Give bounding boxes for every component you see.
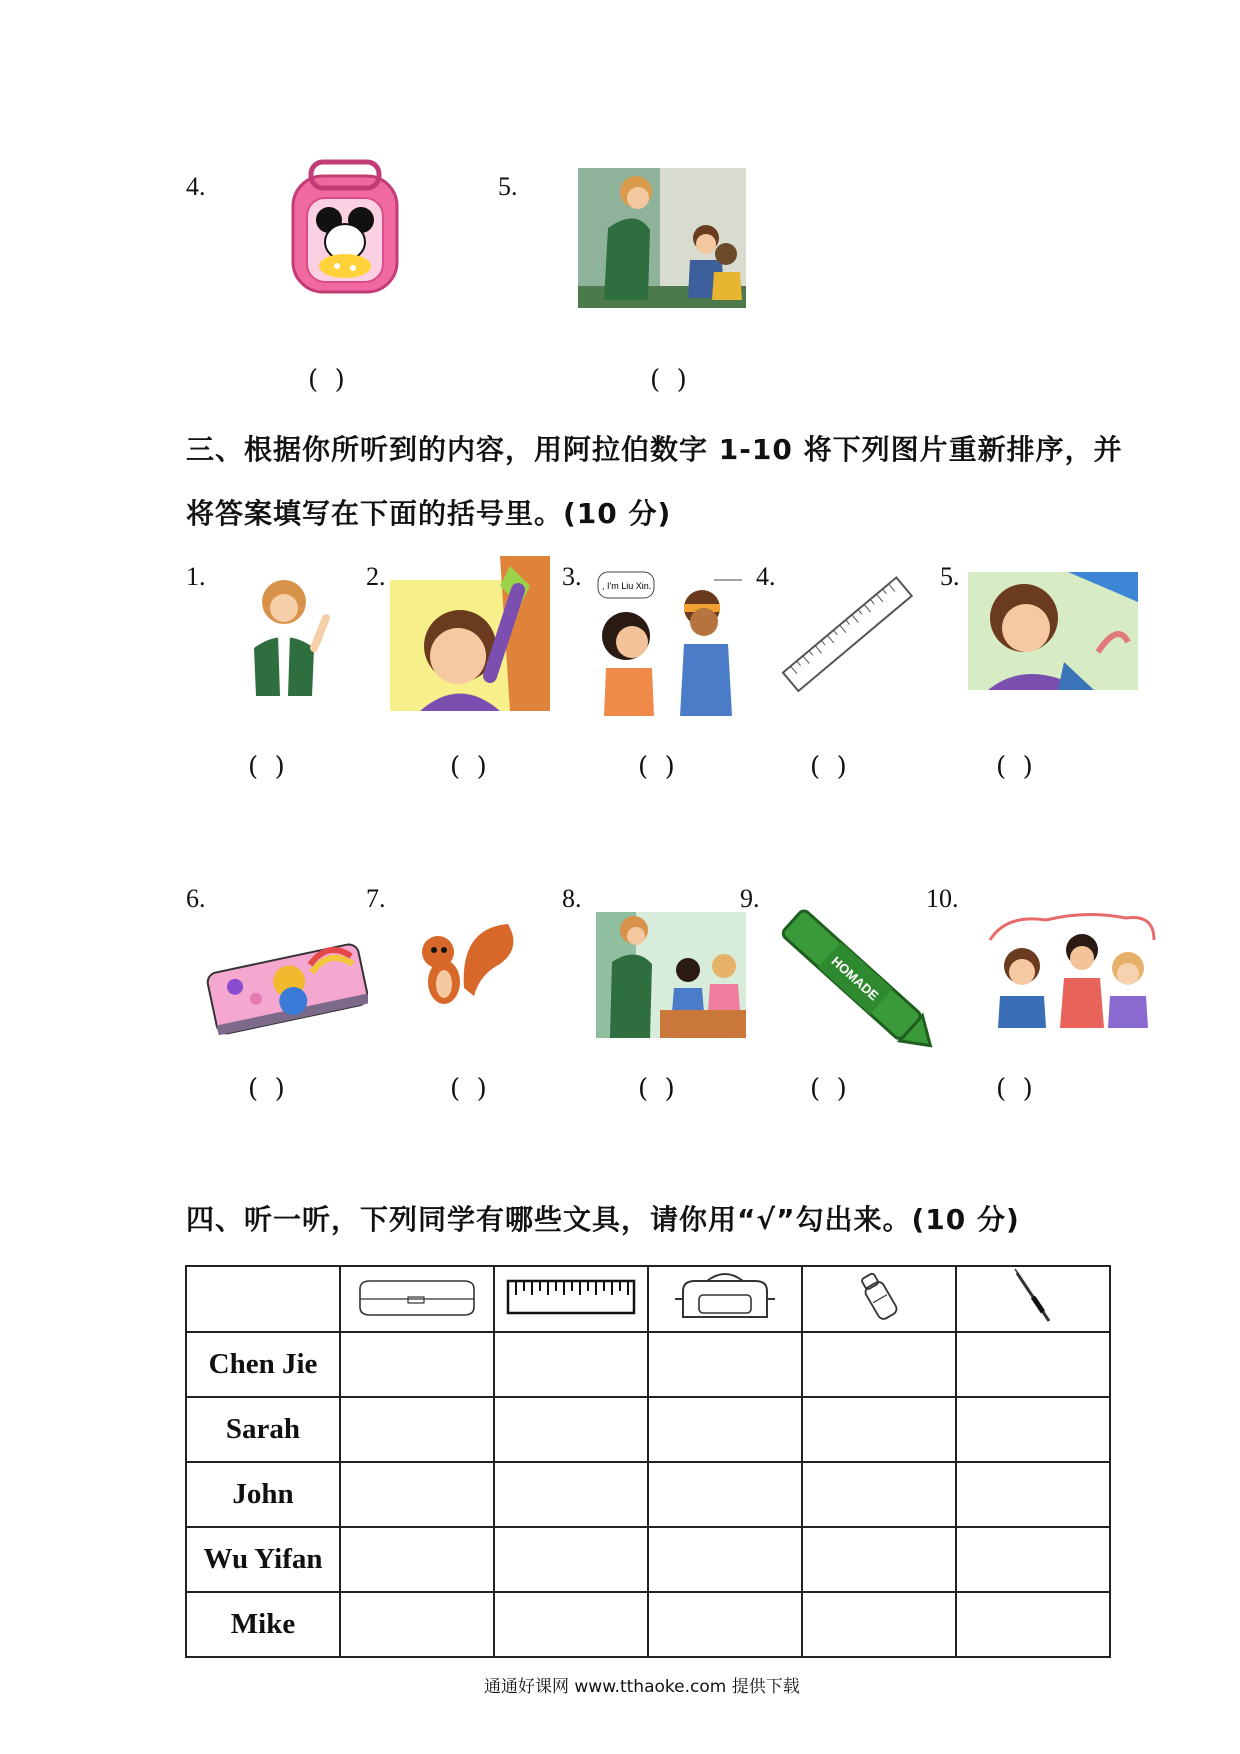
item-number: 5.: [940, 562, 960, 591]
check-cell[interactable]: [956, 1397, 1110, 1462]
glue-icon: [849, 1269, 909, 1325]
answer-blank[interactable]: ( ): [996, 1074, 1033, 1104]
item-number: 5.: [498, 172, 518, 201]
item-number: 3.: [562, 562, 582, 591]
footer-text: 通通好课网 www.tthaoke.com 提供下载: [484, 1677, 800, 1697]
bag-icon: [673, 1269, 777, 1325]
item-number: 8.: [562, 884, 582, 913]
check-cell[interactable]: [956, 1592, 1110, 1657]
check-cell[interactable]: [648, 1462, 802, 1527]
speech-bubble-text: , I'm Liu Xin.: [602, 581, 652, 591]
check-cell[interactable]: [494, 1397, 648, 1462]
student-name: Sarah: [186, 1397, 340, 1462]
section-3-heading-cont: 将答案填写在下面的括号里。(10 分): [186, 497, 672, 530]
column-header: [648, 1266, 802, 1332]
check-cell[interactable]: [802, 1592, 956, 1657]
student-name: Wu Yifan: [186, 1527, 340, 1592]
answer-blank[interactable]: ( ): [248, 1074, 285, 1104]
item-number: 2.: [366, 562, 386, 591]
crayon-label: HOMADE: [828, 953, 882, 1004]
answer-blank[interactable]: ( ): [450, 1074, 487, 1104]
section-3-heading: 三、根据你所听到的内容，用阿拉伯数字 1-10 将下列图片重新排序，并: [186, 433, 1123, 466]
answer-blank[interactable]: ( ): [450, 752, 487, 782]
item-number: 9.: [740, 884, 760, 913]
check-cell[interactable]: [802, 1527, 956, 1592]
answer-blank[interactable]: ( ): [308, 365, 345, 395]
table-row: [186, 1592, 1110, 1657]
check-cell[interactable]: [648, 1397, 802, 1462]
check-cell[interactable]: [340, 1462, 494, 1527]
stationery-table: [185, 1265, 1111, 1658]
teacher-students-image: [578, 168, 746, 308]
squirrel-image: [410, 918, 522, 1012]
answer-blank[interactable]: ( ): [810, 752, 847, 782]
item-number: 4.: [186, 172, 206, 201]
table-row: [186, 1462, 1110, 1527]
column-header: [802, 1266, 956, 1332]
item-number: 1.: [186, 562, 206, 591]
classroom-image: [596, 912, 746, 1038]
children-greeting-image: [592, 568, 750, 716]
backpack-image: [283, 158, 407, 298]
item-number: 7.: [366, 884, 386, 913]
answer-blank[interactable]: ( ): [810, 1074, 847, 1104]
item-number: 6.: [186, 884, 206, 913]
check-cell[interactable]: [648, 1592, 802, 1657]
table-corner-cell: [186, 1266, 340, 1332]
pencil-box-icon: [354, 1273, 480, 1321]
ruler-icon: [504, 1277, 638, 1317]
check-cell[interactable]: [340, 1592, 494, 1657]
check-cell[interactable]: [494, 1527, 648, 1592]
pen-icon: [1003, 1267, 1063, 1327]
column-header: [956, 1266, 1110, 1332]
table-row: [186, 1527, 1110, 1592]
check-cell[interactable]: [956, 1462, 1110, 1527]
check-cell[interactable]: [802, 1332, 956, 1397]
check-cell[interactable]: [340, 1332, 494, 1397]
children-waving-image: [986, 910, 1156, 1028]
column-header: [340, 1266, 494, 1332]
student-name: Mike: [186, 1592, 340, 1657]
check-cell[interactable]: [802, 1397, 956, 1462]
column-header: [494, 1266, 648, 1332]
table-header-row: [186, 1266, 1110, 1332]
table-row: [186, 1332, 1110, 1397]
check-cell[interactable]: [494, 1462, 648, 1527]
crayon-image: [780, 906, 938, 1054]
student-name: Chen Jie: [186, 1332, 340, 1397]
check-cell[interactable]: [956, 1527, 1110, 1592]
check-cell[interactable]: [648, 1527, 802, 1592]
check-cell[interactable]: [494, 1592, 648, 1657]
section-4-heading: 四、听一听，下列同学有哪些文具，请你用“√”勾出来。(10 分): [186, 1203, 1020, 1236]
check-cell[interactable]: [648, 1332, 802, 1397]
pencil-case-image: [206, 930, 368, 1042]
answer-blank[interactable]: ( ): [248, 752, 285, 782]
check-cell[interactable]: [340, 1397, 494, 1462]
teacher-waving-image: [240, 578, 334, 696]
check-cell[interactable]: [340, 1527, 494, 1592]
check-cell[interactable]: [494, 1332, 648, 1397]
answer-blank[interactable]: ( ): [996, 752, 1033, 782]
boy-with-backpack-image: [968, 572, 1138, 690]
table-row: [186, 1397, 1110, 1462]
check-cell[interactable]: [802, 1462, 956, 1527]
item-number: 4.: [756, 562, 776, 591]
answer-blank[interactable]: ( ): [638, 752, 675, 782]
student-name: John: [186, 1462, 340, 1527]
item-number: 10.: [926, 884, 959, 913]
boy-raising-pencil-image: [390, 556, 550, 711]
answer-blank[interactable]: ( ): [650, 365, 687, 395]
check-cell[interactable]: [956, 1332, 1110, 1397]
ruler-image: [778, 570, 918, 700]
answer-blank[interactable]: ( ): [638, 1074, 675, 1104]
